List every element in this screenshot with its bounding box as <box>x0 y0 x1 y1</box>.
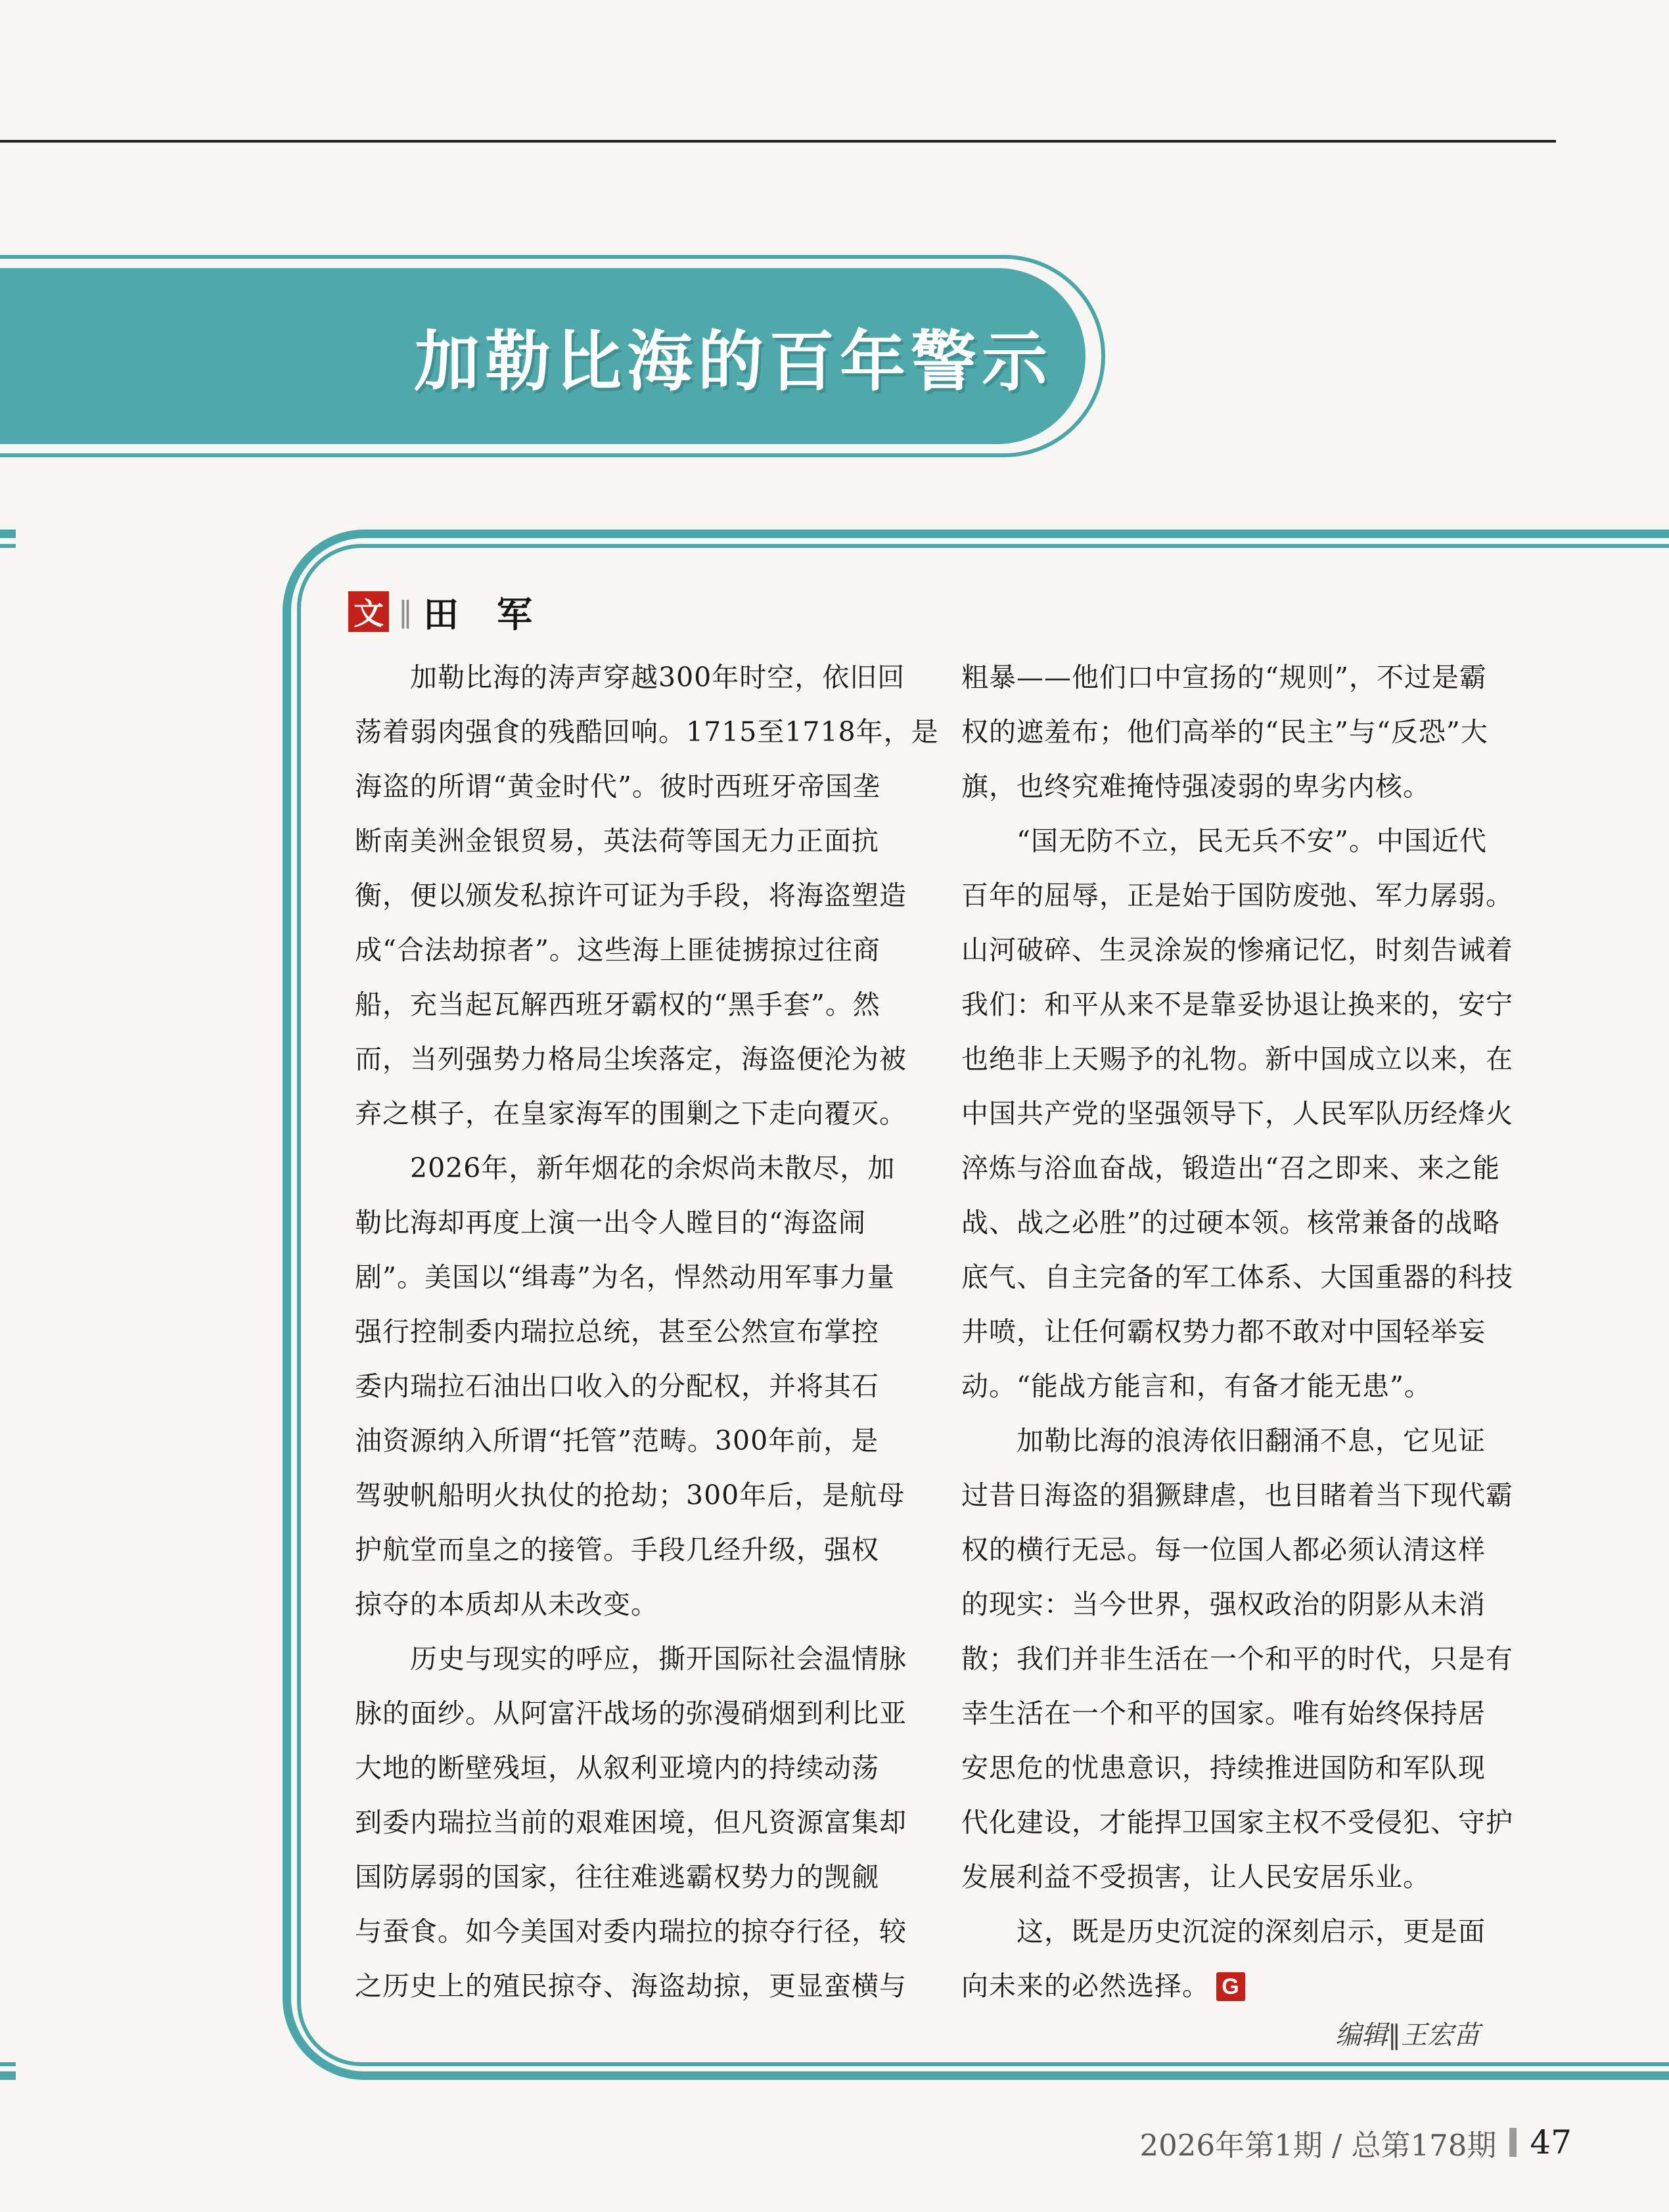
text-line: 海盗的所谓“黄金时代”。彼时西班牙帝国垄 <box>355 771 880 802</box>
title-banner <box>0 268 1086 444</box>
left-edge-dash-bottom-thin <box>0 2062 16 2066</box>
editor-name: 王宏苗 <box>1401 2020 1480 2050</box>
closing-line <box>961 1959 1523 2014</box>
left-edge-dash-top-thick <box>0 530 16 538</box>
column-right <box>961 650 1523 2014</box>
text-line: 成“合法劫掠者”。这些海上匪徒掳掠过往商 <box>355 934 880 966</box>
editor-credit <box>961 2016 1480 2055</box>
footer-page-number: 47 <box>1530 2123 1572 2161</box>
text-line: 断南美洲金银贸易，英法荷等国无力正面抗 <box>355 825 879 857</box>
text-line: 旗，也终究难掩恃强凌弱的卑劣内核。 <box>961 771 1430 802</box>
text-line: “国无防不立，民无兵不安”。中国近代 <box>961 825 1487 857</box>
text-line: 衡，便以颁发私掠许可证为手段，将海盗塑造 <box>355 880 907 911</box>
text-line: 大地的断壁残垣，从叙利亚境内的持续动荡 <box>355 1752 879 1784</box>
text-line: 护航堂而皇之的接管。手段几经升级，强权 <box>355 1534 879 1566</box>
editor-separator: ‖ <box>1388 2020 1401 2050</box>
text-line: 脉的面纱。从阿富汗战场的弥漫硝烟到利比亚 <box>355 1698 907 1729</box>
text-line: 而，当列强势力格局尘埃落定，海盗便沦为被 <box>355 1043 907 1075</box>
text-line: 油资源纳入所谓“托管”范畴。300年前，是 <box>355 1425 879 1456</box>
text-line: 加勒比海的浪涛依旧翻涌不息，它见证 <box>961 1425 1486 1456</box>
text-line: 中国共产党的坚强领导下，人民军队历经烽火 <box>961 1098 1513 1129</box>
text-line: 委内瑞拉石油出口收入的分配权，并将其石 <box>355 1370 879 1402</box>
text-line: 之历史上的殖民掠夺、海盗劫掠，更显蛮横与 <box>355 1970 907 2002</box>
text-line: 与蚕食。如今美国对委内瑞拉的掠夺行径，较 <box>355 1916 907 1947</box>
footer-divider <box>1509 2128 1517 2157</box>
text-line: 历史与现实的呼应，撕开国际社会温情脉 <box>355 1643 907 1675</box>
text-line: 动。“能战方能言和，有备才能无患”。 <box>961 1370 1432 1402</box>
text-line: 这，既是历史沉淀的深刻启示，更是面 <box>961 1916 1486 1947</box>
text-line: 淬炼与浴血奋战，锻造出“召之即来、来之能 <box>961 1152 1500 1184</box>
text-line: 代化建设，才能捍卫国家主权不受侵犯、守护 <box>961 1807 1513 1838</box>
text-line: 散；我们并非生活在一个和平的时代，只是有 <box>961 1643 1513 1675</box>
text-line: 掠夺的本质却从未改变。 <box>355 1589 658 1620</box>
text-line: 也绝非上天赐予的礼物。新中国成立以来，在 <box>961 1043 1513 1075</box>
byline-author: 田 军 <box>423 593 534 635</box>
text-line: 底气、自主完备的军工体系、大国重器的科技 <box>961 1261 1513 1293</box>
text-line: 发展利益不受损害，让人民安居乐业。 <box>961 1861 1430 1893</box>
column-left <box>355 650 939 2014</box>
left-edge-dash-bottom-thick <box>0 2071 16 2080</box>
text-line: 井喷，让任何霸权势力都不敢对中国轻举妄 <box>961 1316 1486 1347</box>
editor-label: 编辑 <box>1335 2020 1388 2050</box>
article-columns <box>355 650 1523 2014</box>
text-line: 剧”。美国以“缉毒”为名，悍然动用军事力量 <box>355 1261 895 1293</box>
text-line: 战、战之必胜”的过硬本领。核常兼备的战略 <box>961 1207 1500 1238</box>
text-line: 强行控制委内瑞拉总统，甚至公然宣布掌控 <box>355 1316 879 1347</box>
text-line: 勒比海却再度上演一出令人瞠目的“海盗闹 <box>355 1207 866 1238</box>
closing-text: 向未来的必然选择。 <box>961 1970 1210 2002</box>
page-footer <box>1140 2123 1572 2161</box>
text-line: 荡着弱肉强食的残酷回响。1715至1718年，是 <box>355 716 939 748</box>
text-line: 到委内瑞拉当前的艰难困境，但凡资源富集却 <box>355 1807 907 1838</box>
article-end-mark: G <box>1216 1972 1245 2001</box>
byline-separator: ‖ <box>398 595 413 629</box>
text-line: 我们：和平从来不是靠妥协退让换来的，安宁 <box>961 989 1513 1020</box>
text-line: 弃之棋子，在皇家海军的围剿之下走向覆灭。 <box>355 1098 907 1129</box>
text-line: 过昔日海盗的猖獗肆虐，也目睹着当下现代霸 <box>961 1479 1513 1511</box>
byline-label: 文 <box>354 596 384 631</box>
top-rule <box>0 140 1556 143</box>
byline-label-box <box>348 591 389 632</box>
text-line: 的现实：当今世界，强权政治的阴影从未消 <box>961 1589 1486 1620</box>
text-line: 权的横行无忌。每一位国人都必须认清这样 <box>961 1534 1486 1566</box>
byline <box>348 591 534 633</box>
text-line: 驾驶帆船明火执仗的抢劫；300年后，是航母 <box>355 1479 905 1511</box>
text-line: 国防孱弱的国家，往往难逃霸权势力的觊觎 <box>355 1861 879 1893</box>
text-line: 2026年，新年烟花的余烬尚未散尽，加 <box>355 1152 896 1184</box>
left-edge-dash-top-thin <box>0 544 16 548</box>
text-line: 权的遮羞布；他们高举的“民主”与“反恐”大 <box>961 716 1488 748</box>
footer-issue: 2026年第1期 / 总第178期 <box>1139 2127 1497 2163</box>
text-line: 百年的屈辱，正是始于国防废弛、军力孱弱。 <box>961 880 1513 911</box>
text-line: 船，充当起瓦解西班牙霸权的“黑手套”。然 <box>355 989 880 1020</box>
text-line: 粗暴——他们口中宣扬的“规则”，不过是霸 <box>961 662 1487 693</box>
text-line: 加勒比海的涛声穿越300年时空，依旧回 <box>355 662 905 693</box>
text-line: 安思危的忧患意识，持续推进国防和军队现 <box>961 1752 1486 1784</box>
text-line: 幸生活在一个和平的国家。唯有始终保持居 <box>961 1698 1486 1729</box>
page-title: 加勒比海的百年警示 <box>414 325 1053 399</box>
text-line: 山河破碎、生灵涂炭的惨痛记忆，时刻告诫着 <box>961 934 1513 966</box>
